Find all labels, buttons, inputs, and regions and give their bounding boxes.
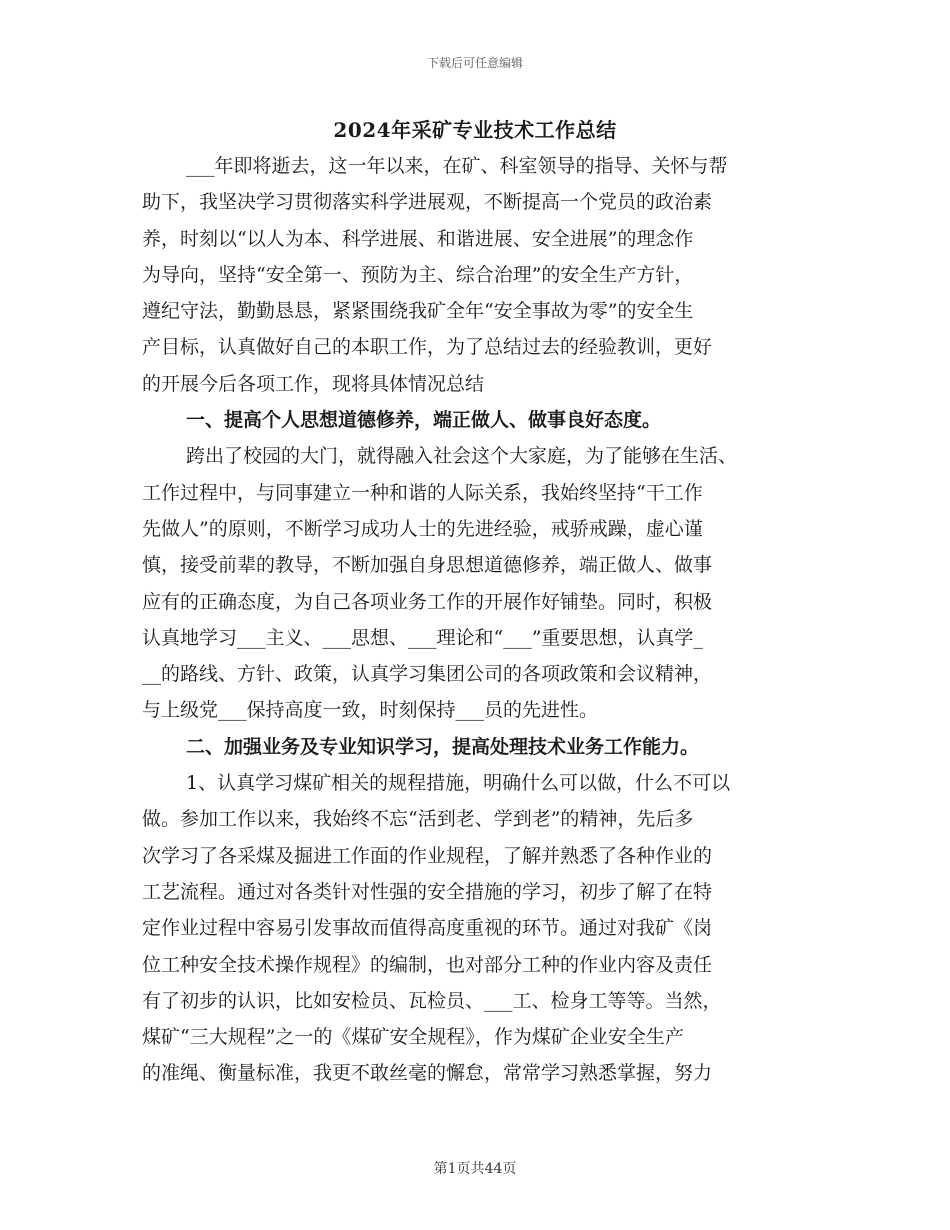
paragraph-line: 的准绳、衡量标准，我更不敢丝毫的懈怠，常常学习熟悉掌握，努力 xyxy=(142,1062,713,1085)
paragraph-line: 为导向，坚持“安全第一、预防为主、综合治理”的安全生产方针， xyxy=(142,263,694,286)
paragraph-line: 遵纪守法，勤勤恳恳，紧紧围绕我矿全年“安全事故为零”的安全生 xyxy=(142,300,694,323)
paragraph-line: 工艺流程。通过对各类针对性强的安全措施的学习，初步了解了在特 xyxy=(142,880,713,903)
paragraph-line: 慎，接受前辈的教导，不断加强自身思想道德修养，端正做人、做事 xyxy=(142,554,713,577)
paragraph-line: 做。参加工作以来，我始终不忘“活到老、学到老”的精神，先后多 xyxy=(142,808,694,831)
paragraph-line: 助下，我坚决学习贯彻落实科学进展观，不断提高一个党员的政治素 xyxy=(142,191,713,214)
paragraph-line: 产目标，认真做好自己的本职工作，为了总结过去的经验教训，更好 xyxy=(142,336,713,359)
paragraph-line: 工作过程中，与同事建立一种和谐的人际关系，我始终坚持“干工作 xyxy=(142,481,703,504)
section-heading-1: 一、提高个人思想道德修养，端正做人、做事良好态度。 xyxy=(186,409,662,432)
paragraph-line: __的路线、方针、政策，认真学习集团公司的各项政策和会议精神， xyxy=(142,663,713,686)
paragraph-line: ___年即将逝去，这一年以来，在矿、科室领导的指导、关怀与帮 xyxy=(186,155,728,177)
paragraph-line: 次学习了各采煤及掘进工作面的作业规程，了解并熟悉了各种作业的 xyxy=(142,844,713,867)
paragraph-line: 跨出了校园的大门，就得融入社会这个大家庭，为了能够在生活、 xyxy=(186,445,738,468)
page-footer: 第1页共44页 xyxy=(433,1161,517,1177)
section-heading-2: 二、加强业务及专业知识学习，提高处理技术业务工作能力。 xyxy=(186,735,700,758)
paragraph-line: 1、认真学习煤矿相关的规程措施，明确什么可以做，什么不可以 xyxy=(186,772,731,795)
paragraph-line: 与上级党___保持高度一致，时刻保持___员的先进性。 xyxy=(142,699,599,722)
paragraph-line: 先做人”的原则，不断学习成功人士的先进经验，戒骄戒躁，虚心谨 xyxy=(142,517,703,540)
paragraph-line: 有了初步的认识，比如安检员、瓦检员、___工、检身工等等。当然， xyxy=(142,989,722,1012)
paragraph-line: 认真地学习___主义、___思想、___理论和“___”重要思想，认真学_ xyxy=(142,626,703,649)
paragraph-line: 煤矿“三大规程”之一的《煤矿安全规程》，作为煤矿企业安全生产 xyxy=(142,1026,684,1049)
paragraph-line: 养，时刻以“以人为本、科学进展、和谐进展、安全进展”的理念作 xyxy=(142,227,694,250)
paragraph-line: 定作业过程中容易引发事故而值得高度重视的环节。通过对我矿《岗 xyxy=(142,917,713,940)
document-title: 2024年采矿专业技术工作总结 xyxy=(333,118,617,142)
header-note: 下载后可任意编辑 xyxy=(426,56,523,70)
paragraph-line: 位工种安全技术操作规程》的编制，也对部分工种的作业内容及责任 xyxy=(142,953,713,976)
paragraph-line: 的开展今后各项工作，现将具体情况总结 xyxy=(142,372,485,395)
document-body xyxy=(142,148,808,1092)
paragraph-line: 应有的正确态度，为自己各项业务工作的开展作好铺垫。同时，积极 xyxy=(142,590,713,613)
